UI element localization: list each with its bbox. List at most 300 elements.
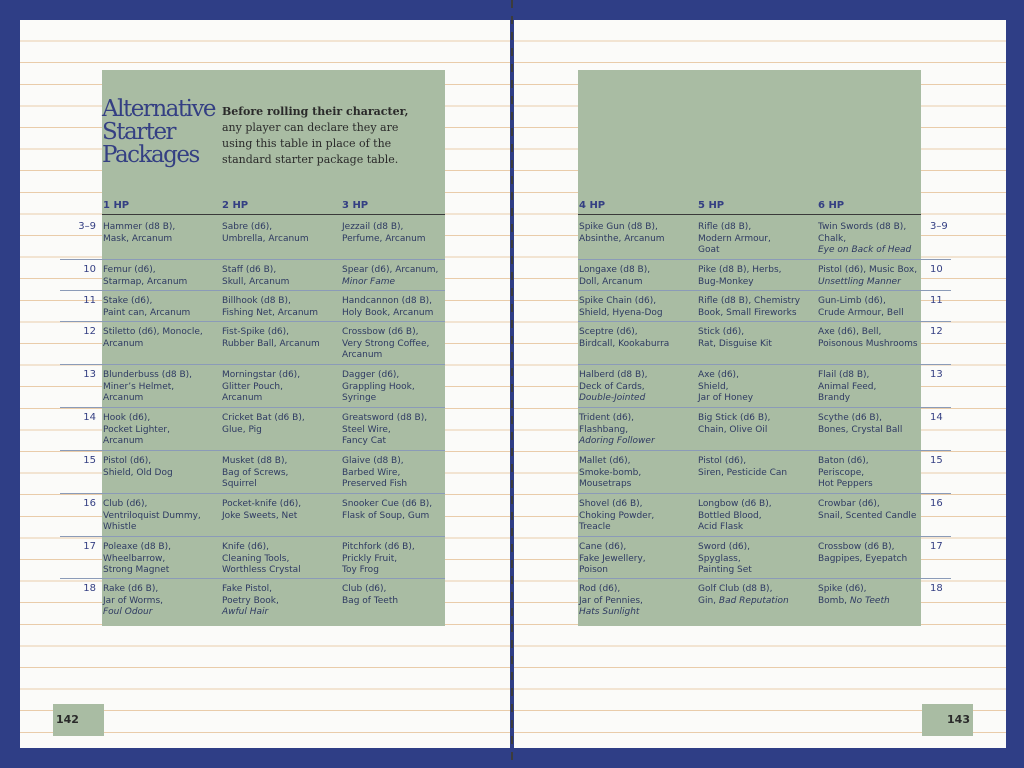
cell-line — [579, 522, 654, 534]
row-label: 14 — [930, 412, 943, 423]
cell-text: Hats Sunlight — [579, 607, 640, 617]
cell-line — [698, 393, 753, 405]
table-cell — [222, 499, 301, 522]
cell-line — [222, 413, 305, 425]
cell-line — [818, 468, 873, 480]
cell-line — [103, 522, 201, 534]
cell-text: Cleaning Tools, — [222, 553, 290, 564]
cell-text: Barbed Wire, — [342, 467, 401, 478]
table-cell — [342, 222, 426, 245]
cell-text: Minor Fame — [342, 276, 396, 287]
cell-line — [342, 542, 415, 554]
table-cell — [698, 222, 771, 257]
table-cell — [222, 327, 320, 350]
table-cell — [818, 413, 902, 436]
cell-text: Blunderbuss (d8 B), — [103, 370, 193, 380]
cell-text: Goat — [698, 245, 720, 255]
row-divider — [578, 290, 951, 291]
cell-line — [818, 511, 916, 523]
intro-bold: Before rolling their character, — [222, 105, 409, 118]
cell-line — [342, 350, 429, 362]
cell-line — [222, 554, 301, 566]
cell-text: Longbow (d6 B), — [698, 499, 772, 509]
cell-text: Awful Hair — [222, 607, 269, 617]
cell-line — [342, 296, 433, 308]
cell-line — [222, 277, 289, 289]
cell-line — [103, 468, 173, 480]
cell-text: Musket (d8 B), — [222, 456, 288, 466]
cell-line — [698, 584, 789, 596]
row-label: 17 — [930, 541, 943, 552]
cell-line — [579, 479, 641, 491]
cell-line — [579, 413, 655, 425]
cell-text: Cricket Bat (d6 B), — [222, 413, 305, 423]
cell-line — [103, 542, 171, 554]
cell-text: Periscope, — [818, 467, 865, 478]
cell-line — [698, 339, 772, 351]
page-title — [102, 98, 215, 167]
row-divider — [60, 407, 445, 408]
cell-text: Sabre (d6), — [222, 222, 273, 232]
table-cell — [698, 499, 772, 534]
cell-text: Worthless Crystal — [222, 565, 301, 575]
cell-line — [579, 596, 643, 608]
cell-text: Mousetraps — [579, 479, 632, 489]
cell-line — [222, 584, 279, 596]
cell-text: Bottled Blood, — [698, 510, 762, 521]
cell-line — [698, 554, 752, 566]
row-label: 14 — [83, 412, 96, 423]
cell-line — [342, 222, 426, 234]
table-cell — [103, 499, 201, 534]
cell-text: Rod (d6), — [579, 584, 621, 594]
cell-text: Club (d6), — [342, 584, 387, 594]
cell-text: Flashbang, — [579, 424, 629, 435]
table-cell — [818, 265, 917, 288]
cell-line — [698, 511, 772, 523]
table-cell — [222, 456, 288, 491]
cell-text: Ventriloquist Dummy, — [103, 510, 201, 521]
cell-text: Bag of Teeth — [342, 595, 399, 606]
cell-line — [818, 413, 902, 425]
cell-line — [222, 479, 288, 491]
cell-text: Golf Club (d8 B), — [698, 584, 773, 594]
cell-line — [342, 436, 427, 448]
table-cell — [222, 542, 301, 577]
cell-text: Wheelbarrow, — [103, 553, 166, 564]
cell-line — [103, 607, 163, 619]
cell-line — [818, 554, 907, 566]
cell-line — [579, 393, 648, 405]
page-number-left: 142 — [53, 704, 104, 736]
row-divider — [60, 364, 445, 365]
cell-text: Arcanum — [103, 436, 144, 446]
cell-text: Fishing Net, Arcanum — [222, 307, 319, 318]
row-label: 12 — [83, 326, 96, 337]
cell-text: Smoke-bomb, — [579, 467, 642, 478]
table-cell — [222, 222, 309, 245]
cell-line — [103, 425, 170, 437]
cell-line — [698, 522, 772, 534]
cell-line — [103, 382, 192, 394]
cell-text: Stick (d6), — [698, 327, 745, 337]
cell-text: Baton (d6), — [818, 456, 869, 466]
cell-text: Snail, Scented Candle — [818, 510, 917, 521]
cell-text: Very Strong Coffee, — [342, 338, 430, 349]
cell-text: Crowbar (d6), — [818, 499, 880, 509]
cell-line — [698, 370, 753, 382]
row-label: 16 — [83, 498, 96, 509]
intro-text — [222, 104, 422, 168]
cell-line — [579, 607, 643, 619]
cell-text: Eye on Back of Head — [818, 245, 912, 255]
cell-text: Grappling Hook, — [342, 381, 415, 392]
cell-line — [103, 393, 192, 405]
cell-text: Birdcall, Kookaburra — [579, 338, 670, 349]
row-divider — [578, 578, 951, 579]
cell-line — [818, 499, 916, 511]
cell-text: Poisonous Mushrooms — [818, 338, 918, 349]
cell-line — [579, 327, 669, 339]
cell-line — [103, 339, 203, 351]
table-cell — [222, 296, 318, 319]
row-divider — [578, 259, 951, 260]
cell-text: Arcanum — [103, 393, 144, 403]
intro-rest: any player can declare they are using this table in place of the standard starter package table. — [222, 121, 399, 166]
cell-line — [103, 265, 187, 277]
cell-line — [103, 499, 201, 511]
cell-text: Scythe (d6 B), — [818, 413, 882, 423]
cell-text: Spyglass, — [698, 553, 741, 564]
cell-line — [579, 542, 646, 554]
cell-line — [818, 277, 917, 289]
cell-line — [103, 584, 163, 596]
cell-line — [579, 511, 654, 523]
cell-text: Syringe — [342, 393, 377, 403]
cell-line — [342, 339, 429, 351]
table-cell — [579, 542, 646, 577]
cell-line — [222, 607, 279, 619]
cell-line — [342, 277, 438, 289]
cell-text: Axe (d6), Bell, — [818, 327, 882, 337]
cell-text: Crossbow (d6 B), — [342, 327, 419, 337]
row-divider — [60, 259, 445, 260]
table-cell — [698, 370, 753, 405]
cell-line — [103, 222, 175, 234]
row-label: 15 — [930, 455, 943, 466]
cell-line — [818, 456, 873, 468]
cell-text: Fist-Spike (d6), — [222, 327, 290, 337]
cell-text: Steel Wire, — [342, 424, 391, 435]
row-divider — [60, 321, 445, 322]
cell-text: Pocket-knife (d6), — [222, 499, 302, 509]
cell-text: Toy Frog — [342, 565, 379, 575]
cell-text: Shield, — [698, 381, 729, 392]
cell-line — [342, 234, 426, 246]
cell-text: Fake Jewellery, — [579, 553, 646, 564]
table-cell — [698, 542, 752, 577]
cell-line — [222, 456, 288, 468]
cell-line — [698, 296, 800, 308]
row-label: 18 — [83, 583, 96, 594]
cell-text: Arcanum — [342, 350, 383, 360]
cell-line — [342, 511, 432, 523]
row-divider — [578, 364, 951, 365]
cell-line — [698, 327, 772, 339]
cell-text: Strong Magnet — [103, 565, 170, 575]
cell-line — [222, 370, 300, 382]
cell-text: Paint can, Arcanum — [103, 307, 191, 318]
cell-text: Squirrel — [222, 479, 257, 489]
cell-text: Jar of Honey — [698, 393, 754, 403]
cell-line — [342, 499, 432, 511]
cell-text: Jar of Pennies, — [579, 595, 643, 606]
cell-line — [698, 499, 772, 511]
cell-text: Twin Swords (d8 B), — [818, 222, 907, 232]
cell-line — [698, 425, 770, 437]
row-divider — [60, 493, 445, 494]
cell-line — [342, 565, 415, 577]
cell-text: Rifle (d8 B), Chemistry — [698, 296, 801, 306]
header-rule — [578, 214, 921, 215]
cell-text: Chain, Olive Oil — [698, 424, 768, 435]
cell-line — [579, 308, 663, 320]
cell-line — [222, 393, 300, 405]
cell-line — [222, 234, 309, 246]
table-cell — [103, 584, 163, 619]
cell-text: Animal Feed, — [818, 381, 877, 392]
cell-line — [222, 565, 301, 577]
cell-text: Gun-Limb (d6), — [818, 296, 886, 306]
cell-line — [579, 265, 650, 277]
row-label: 3–9 — [930, 221, 948, 232]
table-cell — [222, 413, 305, 436]
cell-text: Axe (d6), — [698, 370, 739, 380]
cell-line — [698, 234, 771, 246]
title-line: Packages — [102, 142, 199, 168]
cell-line — [579, 425, 655, 437]
table-cell — [342, 584, 398, 607]
cell-text: Pocket Lighter, — [103, 424, 170, 435]
cell-text: Femur (d6), — [103, 265, 156, 275]
cell-line — [103, 234, 175, 246]
table-cell — [103, 222, 175, 245]
cell-text: Glitter Pouch, — [222, 381, 283, 392]
cell-line — [818, 308, 904, 320]
table-cell — [342, 499, 432, 522]
table-cell — [103, 542, 171, 577]
table-cell — [103, 370, 192, 405]
cell-line — [222, 511, 301, 523]
cell-text: Spike (d6), — [818, 584, 867, 594]
cell-line — [222, 327, 320, 339]
cell-text: Big Stick (d6 B), — [698, 413, 771, 423]
cell-text: Mask, Arcanum — [103, 233, 173, 244]
cell-text: Shield, Hyena-Dog — [579, 307, 663, 318]
cell-text: Bagpipes, Eyepatch — [818, 553, 908, 564]
cell-line — [103, 436, 170, 448]
cell-text: Poison — [579, 565, 609, 575]
cell-line — [103, 413, 170, 425]
cell-text: Deck of Cards, — [579, 381, 645, 392]
cell-text: Sword (d6), — [698, 542, 751, 552]
cell-text: Book, Small Fireworks — [698, 307, 797, 318]
cell-text: Sceptre (d6), — [579, 327, 638, 337]
cell-text: Modern Armour, — [698, 233, 771, 244]
cell-line — [103, 327, 203, 339]
row-label: 10 — [83, 264, 96, 275]
cell-text: Crude Armour, Bell — [818, 307, 904, 318]
row-divider — [60, 450, 445, 451]
cell-line — [342, 370, 415, 382]
cell-text: Spike Chain (d6), — [579, 296, 657, 306]
cell-text: Rubber Ball, Arcanum — [222, 338, 320, 349]
cell-line — [818, 382, 876, 394]
cell-line — [818, 234, 911, 246]
cell-line — [579, 382, 648, 394]
cell-text: Brandy — [818, 393, 851, 403]
cell-text: Absinthe, Arcanum — [579, 233, 665, 244]
row-label: 11 — [83, 295, 96, 306]
cell-text: Treacle — [579, 522, 611, 532]
table-cell — [818, 222, 911, 257]
cell-text: Hot Peppers — [818, 479, 873, 489]
table-cell — [579, 265, 650, 288]
cell-line — [222, 296, 318, 308]
cell-text: Poetry Book, — [222, 595, 279, 606]
cell-text: Joke Sweets, Net — [222, 510, 298, 521]
cell-line — [222, 425, 305, 437]
table-cell — [222, 370, 300, 405]
cell-text: Club (d6), — [103, 499, 148, 509]
cell-line — [342, 393, 415, 405]
cell-text: Billhook (d8 B), — [222, 296, 291, 306]
column-header: 3 HP — [342, 200, 369, 211]
cell-text: Bones, Crystal Ball — [818, 424, 903, 435]
cell-text: Preserved Fish — [342, 479, 408, 489]
table-cell — [818, 456, 873, 491]
cell-line — [818, 327, 918, 339]
cell-line — [342, 265, 438, 277]
cell-text: Rat, Disguise Kit — [698, 338, 772, 349]
cell-text: Miner’s Helmet, — [103, 381, 175, 392]
cell-line — [698, 277, 782, 289]
cell-text: Poleaxe (d8 B), — [103, 542, 171, 552]
cell-line — [222, 382, 300, 394]
cell-text: Mallet (d6), — [579, 456, 631, 466]
cell-line — [342, 479, 407, 491]
cell-text: Halberd (d8 B), — [579, 370, 648, 380]
cell-text: Pike (d8 B), Herbs, — [698, 265, 782, 275]
cell-text: Hook (d6), — [103, 413, 151, 423]
cell-line — [342, 584, 398, 596]
cell-text: Jar of Worms, — [103, 595, 164, 606]
cell-line — [342, 327, 429, 339]
row-label: 3–9 — [78, 221, 96, 232]
cell-text: Painting Set — [698, 565, 752, 575]
cell-line — [222, 499, 301, 511]
cell-line — [579, 499, 654, 511]
table-cell — [579, 413, 655, 448]
cell-text: Bug-Monkey — [698, 276, 754, 287]
cell-line — [579, 222, 665, 234]
cell-line — [698, 596, 789, 608]
column-header: 5 HP — [698, 200, 725, 211]
cell-line — [579, 234, 665, 246]
row-label: 15 — [83, 455, 96, 466]
table-cell — [342, 327, 429, 362]
cell-text: Spear (d6), Arcanum, — [342, 265, 439, 275]
cell-line — [103, 554, 171, 566]
table-cell — [698, 296, 800, 319]
cell-text: Adoring Follower — [579, 436, 655, 446]
cell-text: Dagger (d6), — [342, 370, 400, 380]
row-label: 12 — [930, 326, 943, 337]
row-divider — [578, 450, 951, 451]
table-cell — [579, 499, 654, 534]
cell-line — [342, 382, 415, 394]
cell-line — [222, 596, 279, 608]
cell-text: Flail (d8 B), — [818, 370, 870, 380]
cell-text: Stiletto (d6), Monocle, — [103, 327, 203, 337]
cell-text: Fancy Cat — [342, 436, 387, 446]
cell-line — [579, 370, 648, 382]
cell-line — [818, 265, 917, 277]
table-cell — [103, 456, 173, 479]
cell-line — [342, 596, 398, 608]
table-cell — [698, 456, 787, 479]
row-label: 18 — [930, 583, 943, 594]
cell-text: Bad Reputation — [718, 595, 789, 606]
cell-line — [818, 222, 911, 234]
cell-text: Choking Powder, — [579, 510, 655, 521]
table-cell — [342, 296, 433, 319]
cell-text: Knife (d6), — [222, 542, 269, 552]
cell-text: Perfume, Arcanum — [342, 233, 426, 244]
table-cell — [698, 413, 770, 436]
cell-text: Fake Pistol, — [222, 584, 272, 594]
cell-line — [698, 456, 787, 468]
cell-line — [103, 370, 192, 382]
cell-line — [818, 542, 907, 554]
cell-line — [698, 542, 752, 554]
cell-line — [342, 425, 427, 437]
table-cell — [698, 265, 782, 288]
cell-text: Stake (d6), — [103, 296, 153, 306]
cell-text: Rifle (d8 B), — [698, 222, 752, 232]
title-line: Starter — [102, 119, 176, 145]
cell-line — [698, 308, 800, 320]
cell-line — [818, 584, 890, 596]
cell-line — [698, 245, 771, 257]
cell-line — [579, 339, 669, 351]
cell-line — [579, 565, 646, 577]
cell-line — [342, 308, 433, 320]
table-cell — [579, 456, 641, 491]
table-cell — [103, 413, 170, 448]
cell-line — [222, 468, 288, 480]
cell-text: Pistol (d6), — [103, 456, 152, 466]
table-cell — [103, 265, 187, 288]
cell-line — [698, 468, 787, 480]
cell-text: Foul Odour — [103, 607, 153, 617]
column-header: 1 HP — [103, 200, 130, 211]
cell-text: Handcannon (d8 B), — [342, 296, 432, 306]
cell-line — [818, 245, 911, 257]
row-divider — [60, 578, 445, 579]
row-label: 10 — [930, 264, 943, 275]
cell-line — [222, 339, 320, 351]
